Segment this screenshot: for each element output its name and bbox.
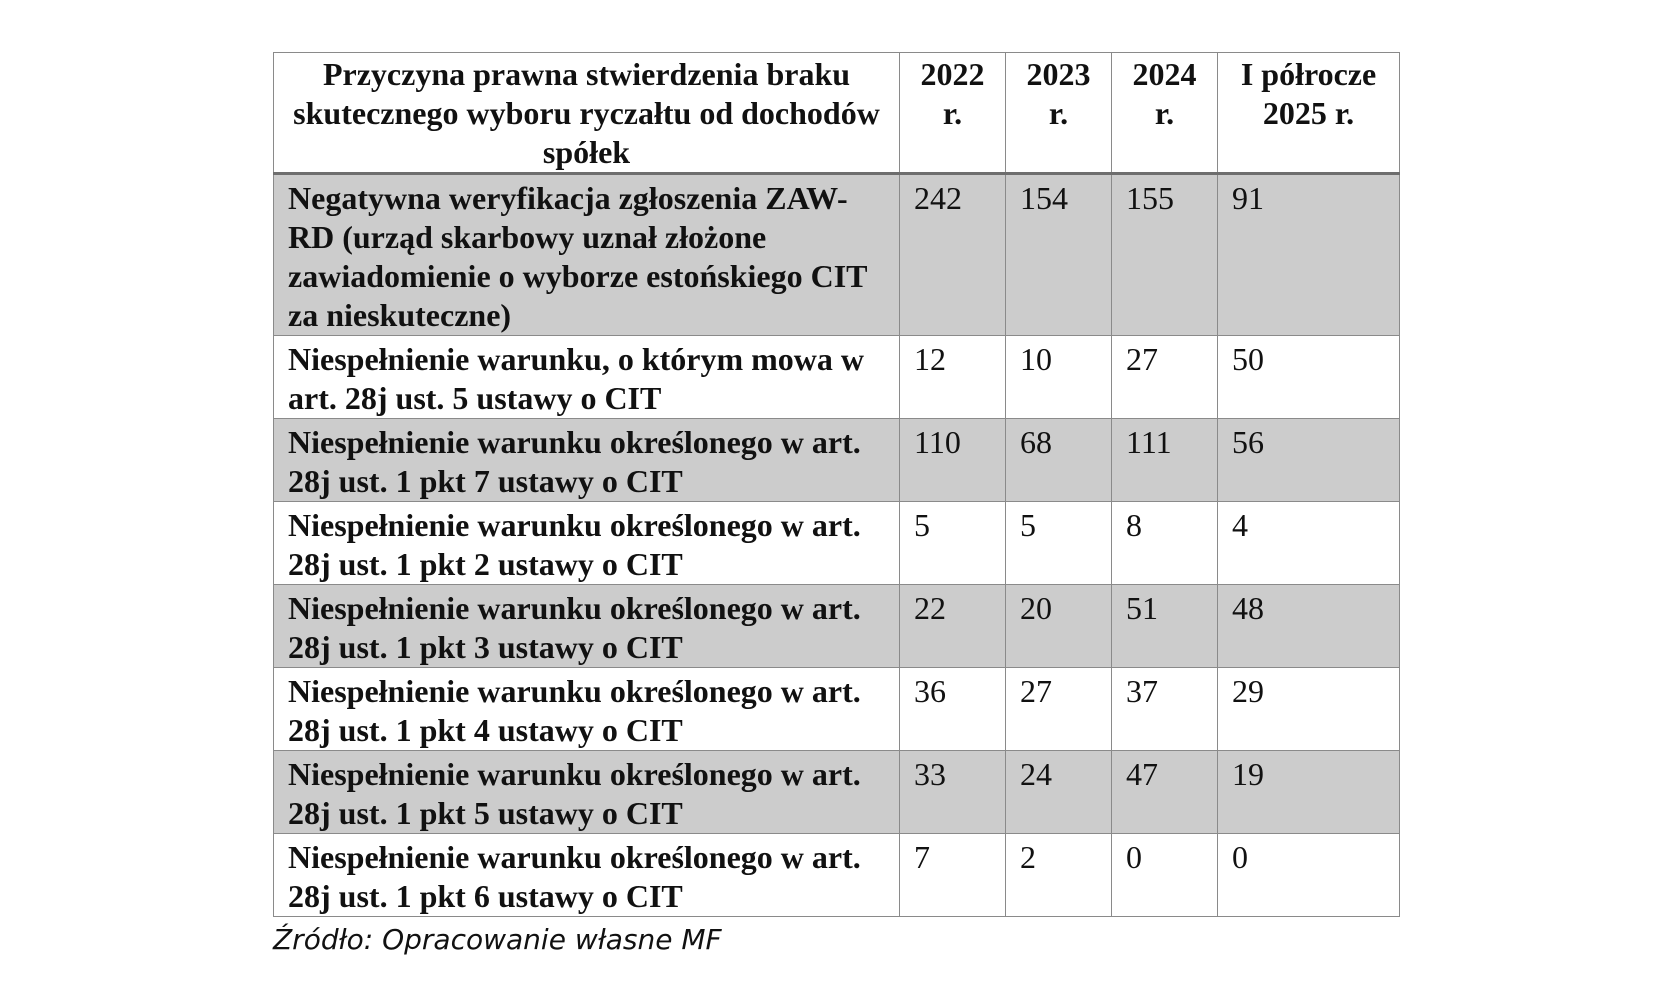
cell-reason: Negatywna weryfikacja zgłoszenia ZAW-RD (urząd skarbowy uznał złożone zawiadomienie o wyborze estońskiego CIT za nieskuteczne) — [274, 174, 900, 336]
cell-reason: Niespełnienie warunku, o którym mowa w art. 28j ust. 5 ustawy o CIT — [274, 336, 900, 419]
cell-reason: Niespełnienie warunku określonego w art. 28j ust. 1 pkt 5 ustawy o CIT — [274, 751, 900, 834]
table-row — [274, 751, 1400, 834]
table-row — [274, 174, 1400, 336]
cell-2024: 47 — [1112, 751, 1218, 834]
cell-2024: 111 — [1112, 419, 1218, 502]
table-row — [274, 502, 1400, 585]
header-row — [274, 53, 1400, 174]
cell-2022: 110 — [900, 419, 1006, 502]
cell-2022: 5 — [900, 502, 1006, 585]
cell-2022: 12 — [900, 336, 1006, 419]
cell-h1-2025: 56 — [1218, 419, 1400, 502]
cell-h1-2025: 91 — [1218, 174, 1400, 336]
cell-2023: 5 — [1006, 502, 1112, 585]
cell-h1-2025: 4 — [1218, 502, 1400, 585]
cell-h1-2025: 19 — [1218, 751, 1400, 834]
cell-h1-2025: 48 — [1218, 585, 1400, 668]
cell-reason: Niespełnienie warunku określonego w art. 28j ust. 1 pkt 7 ustawy o CIT — [274, 419, 900, 502]
data-table-container — [273, 52, 1399, 917]
header-2023: 2023 r. — [1006, 53, 1112, 174]
table-row — [274, 585, 1400, 668]
header-reason: Przyczyna prawna stwierdzenia braku skutecznego wyboru ryczałtu od dochodów spółek — [274, 53, 900, 174]
header-h1-2025: I półrocze 2025 r. — [1218, 53, 1400, 174]
cell-2024: 155 — [1112, 174, 1218, 336]
table-row — [274, 668, 1400, 751]
source-note: Źródło: Opracowanie własne MF — [273, 923, 722, 956]
cell-2023: 68 — [1006, 419, 1112, 502]
cell-2022: 36 — [900, 668, 1006, 751]
cell-reason: Niespełnienie warunku określonego w art. 28j ust. 1 pkt 6 ustawy o CIT — [274, 834, 900, 917]
cell-2023: 10 — [1006, 336, 1112, 419]
cell-2024: 37 — [1112, 668, 1218, 751]
cell-h1-2025: 50 — [1218, 336, 1400, 419]
cell-2024: 51 — [1112, 585, 1218, 668]
cell-2022: 33 — [900, 751, 1006, 834]
cell-2023: 154 — [1006, 174, 1112, 336]
header-2024: 2024 r. — [1112, 53, 1218, 174]
cell-2022: 242 — [900, 174, 1006, 336]
cell-reason: Niespełnienie warunku określonego w art. 28j ust. 1 pkt 2 ustawy o CIT — [274, 502, 900, 585]
cell-2022: 22 — [900, 585, 1006, 668]
cell-2024: 8 — [1112, 502, 1218, 585]
cell-h1-2025: 0 — [1218, 834, 1400, 917]
cell-reason: Niespełnienie warunku określonego w art. 28j ust. 1 pkt 3 ustawy o CIT — [274, 585, 900, 668]
cell-2023: 27 — [1006, 668, 1112, 751]
cell-2022: 7 — [900, 834, 1006, 917]
cell-2023: 20 — [1006, 585, 1112, 668]
table-body — [274, 174, 1400, 917]
cell-2023: 2 — [1006, 834, 1112, 917]
table-header — [274, 53, 1400, 174]
cell-2024: 27 — [1112, 336, 1218, 419]
header-2022: 2022 r. — [900, 53, 1006, 174]
reasons-table — [273, 52, 1400, 917]
table-row — [274, 834, 1400, 917]
table-row — [274, 419, 1400, 502]
cell-h1-2025: 29 — [1218, 668, 1400, 751]
cell-2024: 0 — [1112, 834, 1218, 917]
table-row — [274, 336, 1400, 419]
cell-2023: 24 — [1006, 751, 1112, 834]
cell-reason: Niespełnienie warunku określonego w art. 28j ust. 1 pkt 4 ustawy o CIT — [274, 668, 900, 751]
